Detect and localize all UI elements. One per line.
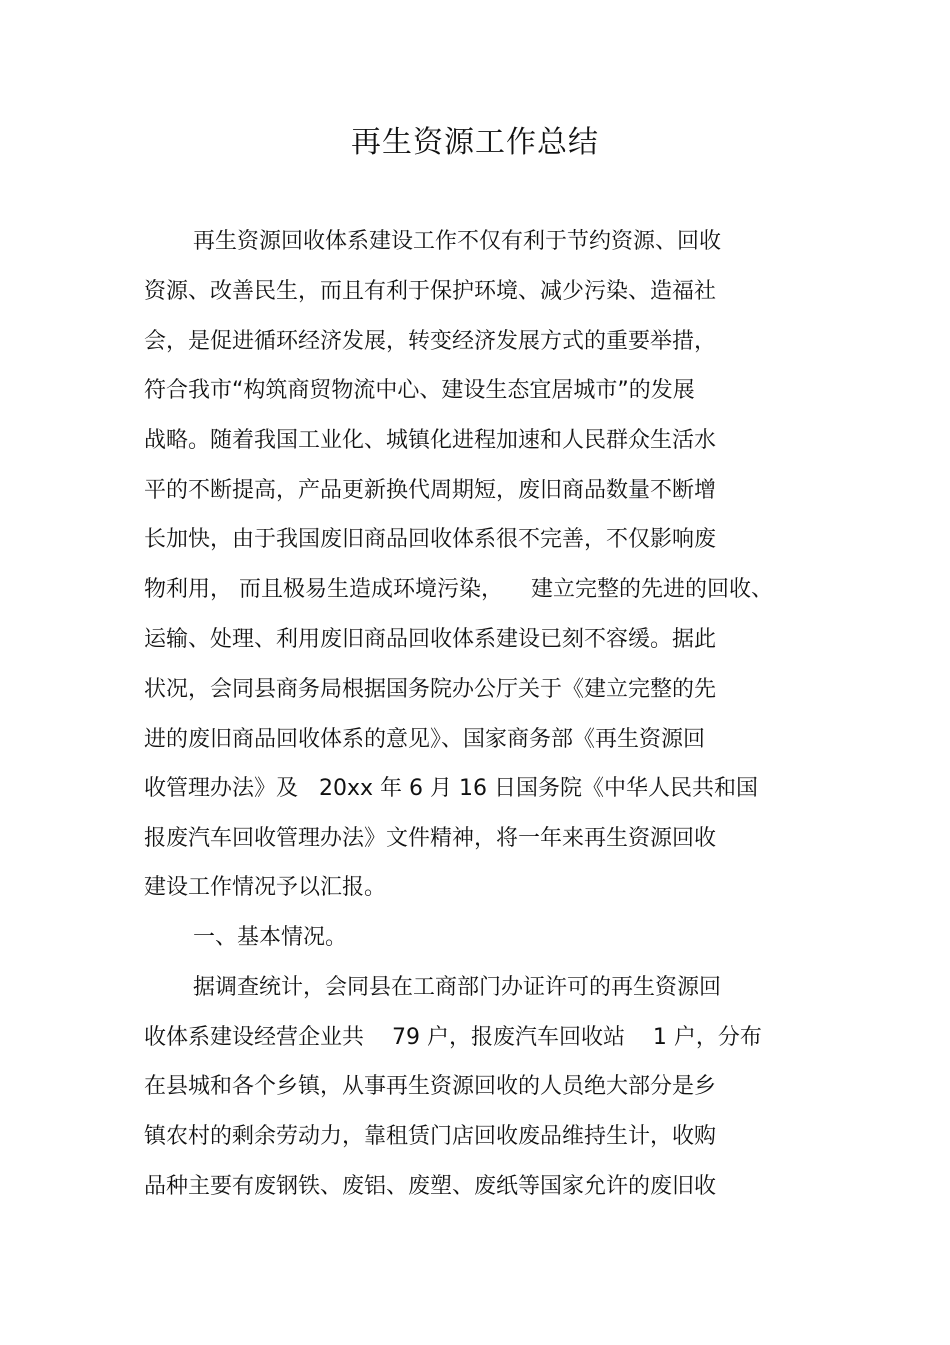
paragraph-line: 品种主要有废钢铁、废铝、废塑、废纸等国家允许的废旧收: [144, 1174, 717, 1199]
paragraph-line: 状况，会同县商务局根据国务院办公厅关于《建立完整的先: [144, 677, 717, 702]
paragraph-line: 物利用， 而且极易生造成环境污染， 建立完整的先进的回收、: [144, 577, 773, 602]
paragraph-line: 会，是促进循环经济发展，转变经济发展方式的重要举措，: [144, 329, 717, 354]
paragraph-line: 据调查统计，会同县在工商部门办证许可的再生资源回: [193, 975, 722, 1000]
paragraph-line: 资源、改善民生，而且有利于保护环境、减少污染、造福社: [144, 279, 717, 304]
paragraph-line: 长加快，由于我国废旧商品回收体系很不完善，不仅影响废: [144, 527, 717, 552]
paragraph-line: 战略。随着我国工业化、城镇化进程加速和人民群众生活水: [144, 428, 717, 453]
paragraph-line: 收体系建设经营企业共 79 户，报废汽车回收站 1 户，分布: [144, 1025, 762, 1050]
paragraph-line: 平的不断提高，产品更新换代周期短，废旧商品数量不断增: [144, 478, 717, 503]
paragraph-line: 进的废旧商品回收体系的意见》、国家商务部《再生资源回: [144, 727, 706, 752]
paragraph-line: 运输、处理、利用废旧商品回收体系建设已刻不容缓。据此: [144, 627, 717, 652]
paragraph-line: 镇农村的剩余劳动力，靠租赁门店回收废品维持生计，收购: [144, 1124, 717, 1149]
paragraph-line: 在县城和各个乡镇，从事再生资源回收的人员绝大部分是乡: [144, 1074, 717, 1099]
section-heading: 一、基本情况。: [193, 925, 348, 950]
document-title: 再生资源工作总结: [351, 125, 599, 160]
paragraph-line: 收管理办法》及 20xx 年 6 月 16 日国务院《中华人民共和国: [144, 776, 758, 801]
paragraph-line: 再生资源回收体系建设工作不仅有利于节约资源、回收: [193, 229, 722, 254]
paragraph-line: 建设工作情况予以汇报。: [144, 875, 387, 900]
paragraph-line: 报废汽车回收管理办法》文件精神，将一年来再生资源回收: [144, 826, 717, 851]
paragraph-line: 符合我市“构筑商贸物流中心、建设生态宜居城市”的发展: [144, 378, 695, 403]
